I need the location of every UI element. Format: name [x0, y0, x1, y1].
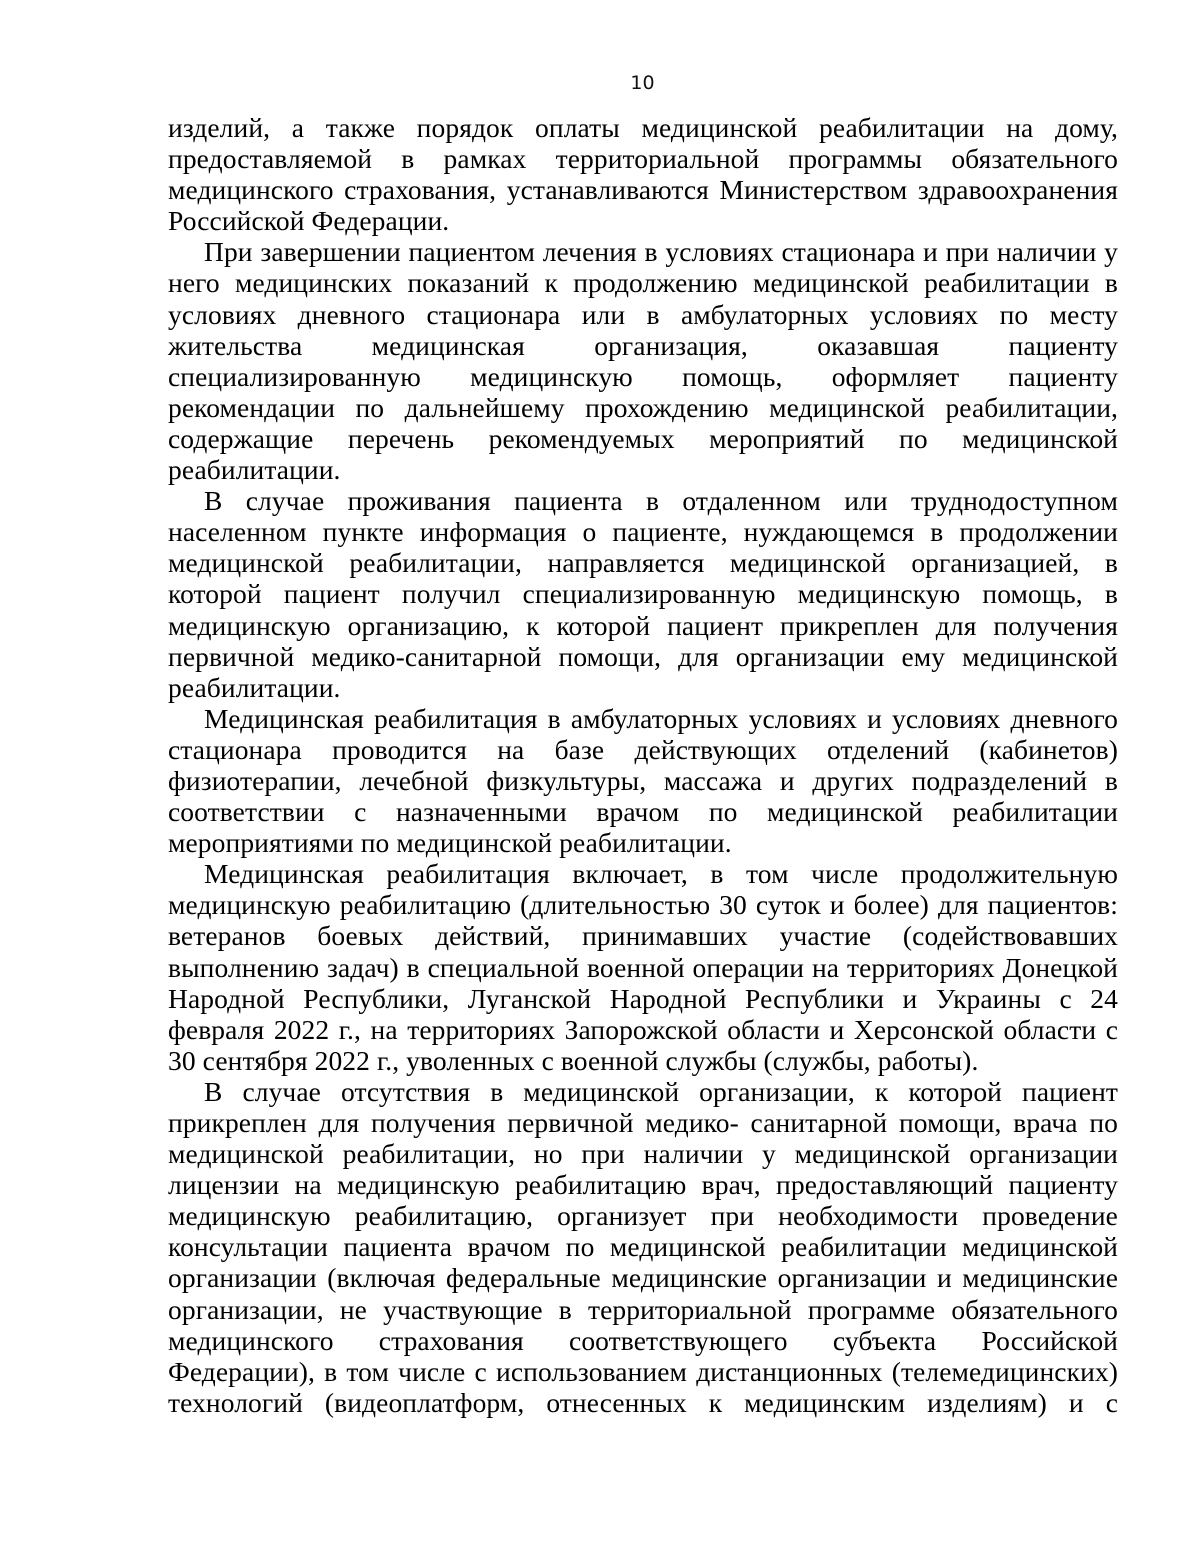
page-number: 10: [630, 72, 655, 94]
paragraph-continuation: изделий, а также порядок оплаты медицинской реабилитации на дому, предоставляемой в рамках территориальной программы обязательного медицинского страхования, устанавливаются Министерством здравоохранения Российской Федерации.: [168, 112, 1118, 237]
paragraph-long-term-rehab: Медицинская реабилитация включает, в том числе продолжительную медицинскую реабилитацию (длительностью 30 суток и более) для пациентов: ветеранов боевых действий, принимавших участие (содействовавших выполнению задач) в специальной военной операции на территориях Донецкой Народной Республики, Луганской Народной Республики и Украины с 24 февраля 2022 г., на территориях Запорожской области и Херсонской области с 30 сентября 2022 г., уволенных с военной службы (службы, работы).: [168, 858, 1118, 1076]
paragraph-remote-settlement: В случае проживания пациента в отдаленном или труднодоступном населенном пункте информация о пациенте, нуждающемся в продолжении медицинской реабилитации, направляется медицинской организацией, в которой пациент получил специализированную медицинскую помощь, в медицинскую организацию, к которой пациент прикреплен для получения первичной медико-санитарной помощи, для организации ему медицинской реабилитации.: [168, 485, 1118, 703]
paragraph-ambulatory-rehab: Медицинская реабилитация в амбулаторных условиях и условиях дневного стационара проводится на базе действующих отделений (кабинетов) физиотерапии, лечебной физкультуры, массажа и других подразделений в соответствии с назначенными врачом по медицинской реабилитации мероприятиями по медицинской реабилитации.: [168, 702, 1118, 859]
document-body: [168, 112, 1118, 1418]
paragraph-consultation: В случае отсутствия в медицинской организации, к которой пациент прикреплен для получения первичной медико- санитарной помощи, врача по медицинской реабилитации, но при наличии у медицинской организации лицензии на медицинскую реабилитацию врач, предоставляющий пациенту медицинскую реабилитацию, организует при необходимости проведение консультации пациента врачом по медицинской реабилитации медицинской организации (включая федеральные медицинские организации и медицинские организации, не участвующие в территориальной программе обязательного медицинского страхования соответствующего субъекта Российской Федерации), в том числе с использованием дистанционных (телемедицинских) технологий (видеоплатформ, отнесенных к медицинским изделиям) и с: [168, 1075, 1118, 1418]
paragraph-rehab-recommendations: При завершении пациентом лечения в условиях стационара и при наличии у него медицинских показаний к продолжению медицинской реабилитации в условиях дневного стационара или в амбулаторных условиях по месту жительства медицинская организация, оказавшая пациенту специализированную медицинскую помощь, оформляет пациенту рекомендации по дальнейшему прохождению медицинской реабилитации, содержащие перечень рекомендуемых мероприятий по медицинской реабилитации.: [168, 236, 1118, 486]
